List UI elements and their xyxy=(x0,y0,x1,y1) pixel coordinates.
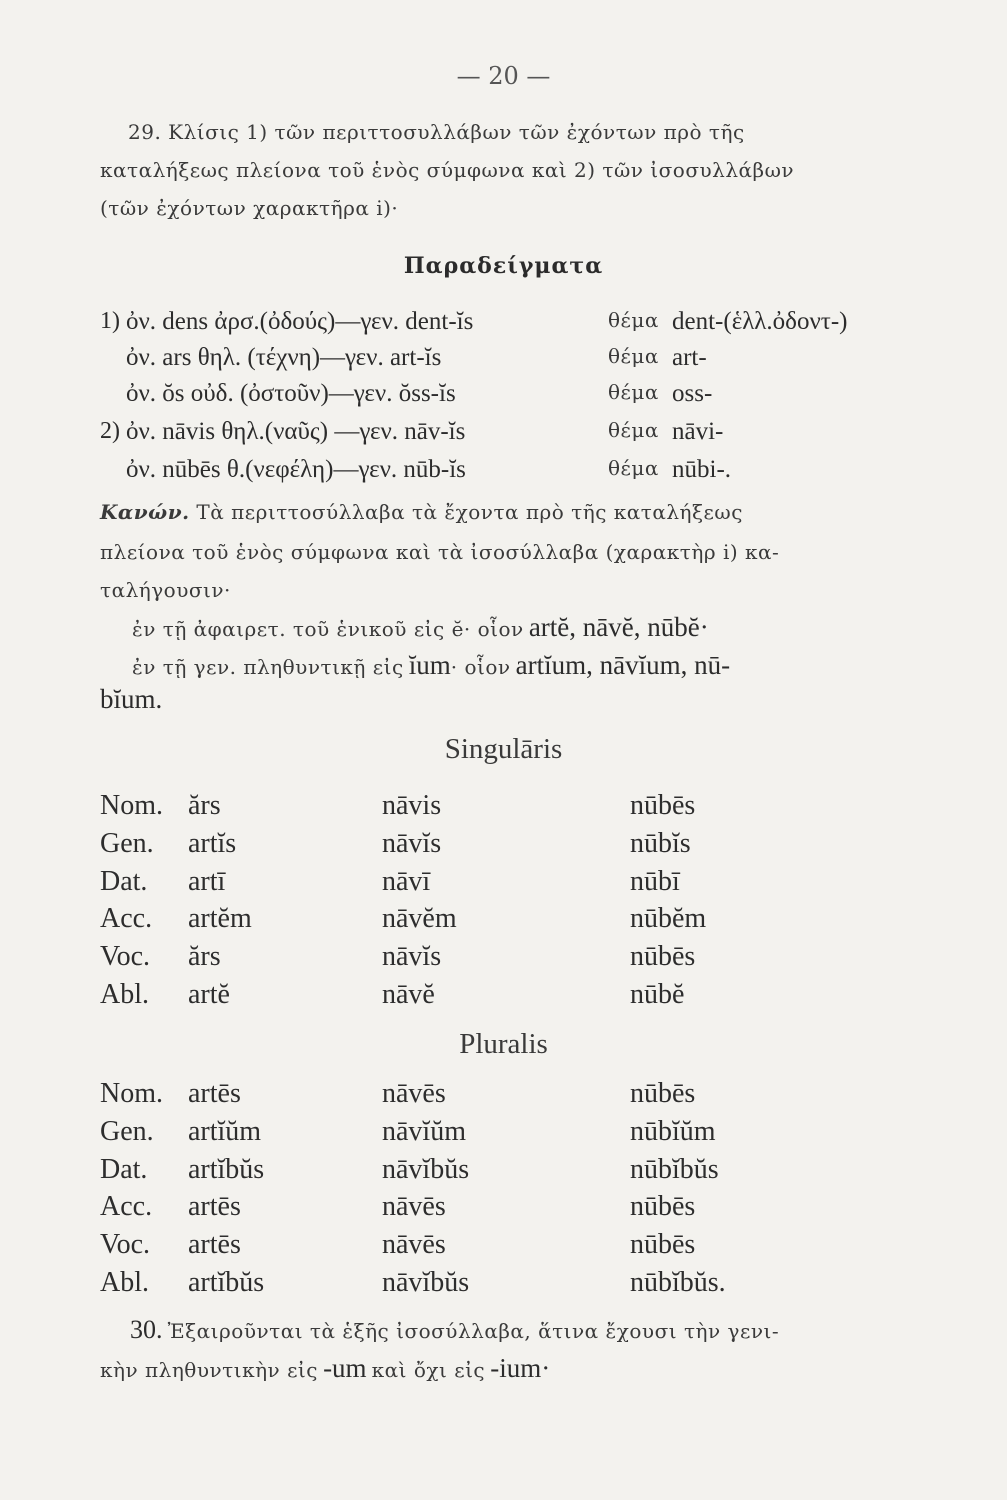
decl-row xyxy=(100,941,900,977)
decl-ars: artēs xyxy=(188,1229,241,1260)
decl-row xyxy=(100,1267,900,1303)
rule-line-5 xyxy=(132,650,730,681)
decl-row xyxy=(100,1116,900,1152)
examples-heading: Παραδείγματα xyxy=(403,253,604,279)
case-label: Gen. xyxy=(100,828,154,859)
decl-ars: artĭs xyxy=(188,828,237,859)
decl-navis: nāvēs xyxy=(382,1229,446,1260)
pluralis-heading: Pluralis xyxy=(459,1028,548,1060)
case-label: Acc. xyxy=(100,1191,153,1222)
decl-nubes: nūbĭbŭs. xyxy=(630,1267,726,1298)
rule-line-6: bĭum. xyxy=(100,684,163,714)
rule-genitive-ending: ĭum xyxy=(408,650,451,680)
case-label: Voc. xyxy=(100,941,151,972)
example-text: ὀν. nūbēs θ.(νεφέλη)—γεν. nūb-ĭs xyxy=(126,456,466,483)
decl-row xyxy=(100,1154,900,1190)
decl-row xyxy=(100,903,900,939)
para30-number: 30. xyxy=(130,1315,163,1344)
decl-row xyxy=(100,790,900,826)
page-number: — 20 — xyxy=(456,62,551,90)
rule-label: Κανών. xyxy=(100,500,190,524)
decl-row xyxy=(100,828,900,864)
decl-navis: nāvis xyxy=(382,790,442,821)
decl-row xyxy=(100,1078,900,1114)
example-text: ὀν. dens ἀρσ.(ὀδούς)—γεν. dent-ĭs xyxy=(126,308,474,335)
decl-nubes: nūbĭŭm xyxy=(630,1116,716,1147)
example-theme: oss- xyxy=(672,380,713,407)
decl-navis: nāvĕm xyxy=(382,903,457,934)
decl-row xyxy=(100,866,900,902)
para30-text-2: κὴν πληθυντικὴν εἰς xyxy=(100,1358,318,1382)
para30-line-2 xyxy=(100,1353,550,1384)
decl-nubes: nūbēs xyxy=(630,1078,696,1109)
rule-ablative-examples: artĕ, nāvĕ, nūbĕ· xyxy=(528,612,709,642)
para30-text: Ἐξαιροῦνται τὰ ἑξῆς ἰσοσύλλαβα, ἅτινα ἔχουσι τὴν γενι- xyxy=(167,1319,780,1343)
decl-nubes: nūbēs xyxy=(630,941,696,972)
example-text: ὀν. ŏs οὐδ. (ὀστοῦν)—γεν. ŏss-ĭs xyxy=(126,380,456,407)
case-label: Nom. xyxy=(100,790,163,821)
decl-navis: nāvĭbŭs xyxy=(382,1154,470,1185)
example-theme-label: θέμα xyxy=(608,456,659,480)
decl-ars: artĕ xyxy=(188,979,230,1010)
case-label: Acc. xyxy=(100,903,153,934)
decl-row xyxy=(100,979,900,1015)
decl-ars: ărs xyxy=(188,790,221,821)
rule-line-4 xyxy=(132,612,709,643)
case-label: Abl. xyxy=(100,1267,149,1298)
decl-ars: artēs xyxy=(188,1078,241,1109)
decl-nubes: nūbĕ xyxy=(630,979,685,1010)
example-theme-label: θέμα xyxy=(608,380,659,404)
case-label: Dat. xyxy=(100,1154,148,1185)
para30-ending-ium: -ium· xyxy=(490,1353,551,1383)
decl-nubes: nūbēs xyxy=(630,1191,696,1222)
rule-line-3: ταλήγουσιν· xyxy=(100,578,231,602)
decl-navis: nāvī xyxy=(382,866,431,897)
decl-nubes: nūbī xyxy=(630,866,680,897)
example-theme: nūbi-. xyxy=(672,456,732,483)
para30-ending-um: -um xyxy=(323,1353,367,1383)
example-theme-label: θέμα xyxy=(608,418,659,442)
decl-ars: artĭbŭs xyxy=(188,1154,265,1185)
decl-navis: nāvēs xyxy=(382,1191,446,1222)
rule-ablative-text: ἐν τῇ ἀφαιρετ. τοῦ ἑνικοῦ εἰς ĕ· οἷον xyxy=(132,617,524,641)
decl-navis: nāvĭŭm xyxy=(382,1116,466,1147)
decl-nubes: nūbĕm xyxy=(630,903,707,934)
decl-ars: artĭŭm xyxy=(188,1116,262,1147)
decl-navis: nāvĕ xyxy=(382,979,435,1010)
decl-nubes: nūbēs xyxy=(630,1229,696,1260)
case-label: Voc. xyxy=(100,1229,151,1260)
case-label: Dat. xyxy=(100,866,148,897)
para29-line-1: 29. Κλίσις 1) τῶν περιττοσυλλάβων τῶν ἐχόντων πρὸ τῆς xyxy=(128,120,745,144)
example-theme-label: θέμα xyxy=(608,308,659,332)
decl-row xyxy=(100,1229,900,1265)
decl-navis: nāvĭs xyxy=(382,828,442,859)
decl-ars: artĭbŭs xyxy=(188,1267,265,1298)
example-theme: art- xyxy=(672,344,707,371)
example-theme: dent-(ἑλλ.ὀδοντ-) xyxy=(672,308,848,335)
rule-genitive-text-b: · οἷον xyxy=(450,655,511,679)
decl-nubes: nūbĭs xyxy=(630,828,691,859)
example-number: 2) xyxy=(100,418,120,444)
rule-line-1 xyxy=(100,500,743,524)
decl-nubes: nūbēs xyxy=(630,790,696,821)
case-label: Gen. xyxy=(100,1116,154,1147)
example-theme-label: θέμα xyxy=(608,344,659,368)
decl-navis: nāvĭbŭs xyxy=(382,1267,470,1298)
rule-text: Τὰ περιττοσύλλαβα τὰ ἔχοντα πρὸ τῆς καταλήξεως xyxy=(196,500,743,524)
decl-nubes: nūbĭbŭs xyxy=(630,1154,719,1185)
para30-line-1 xyxy=(130,1315,779,1345)
decl-row xyxy=(100,1191,900,1227)
case-label: Abl. xyxy=(100,979,149,1010)
singularis-heading: Singulāris xyxy=(444,733,563,765)
decl-ars: artēs xyxy=(188,1191,241,1222)
decl-navis: nāvēs xyxy=(382,1078,446,1109)
decl-ars: artī xyxy=(188,866,226,897)
example-number: 1) xyxy=(100,308,120,334)
para30-text-3: καὶ ὄχι εἰς xyxy=(371,1358,486,1382)
decl-ars: ărs xyxy=(188,941,221,972)
para29-line-2: καταλήξεως πλείονα τοῦ ἑνὸς σύμφωνα καὶ 2) τῶν ἰσοσυλλάβων xyxy=(100,158,795,182)
rule-line-2: πλείονα τοῦ ἑνὸς σύμφωνα καὶ τὰ ἰσοσύλλαβα (χαρακτὴρ i) κα- xyxy=(100,540,780,564)
para29-line-3: (τῶν ἐχόντων χαρακτῆρα i)· xyxy=(100,196,399,220)
example-text: ὀν. ars θηλ. (τέχνη)—γεν. art-ĭs xyxy=(126,344,442,371)
decl-navis: nāvĭs xyxy=(382,941,442,972)
example-theme: nāvi- xyxy=(672,418,724,445)
decl-ars: artĕm xyxy=(188,903,252,934)
rule-genitive-examples: artĭum, nāvĭum, nū- xyxy=(515,650,731,680)
example-text: ὀν. nāvis θηλ.(ναῦς) —γεν. nāv-ĭs xyxy=(126,418,466,445)
case-label: Nom. xyxy=(100,1078,163,1109)
rule-genitive-text: ἐν τῇ γεν. πληθυντικῇ εἰς xyxy=(132,655,404,679)
